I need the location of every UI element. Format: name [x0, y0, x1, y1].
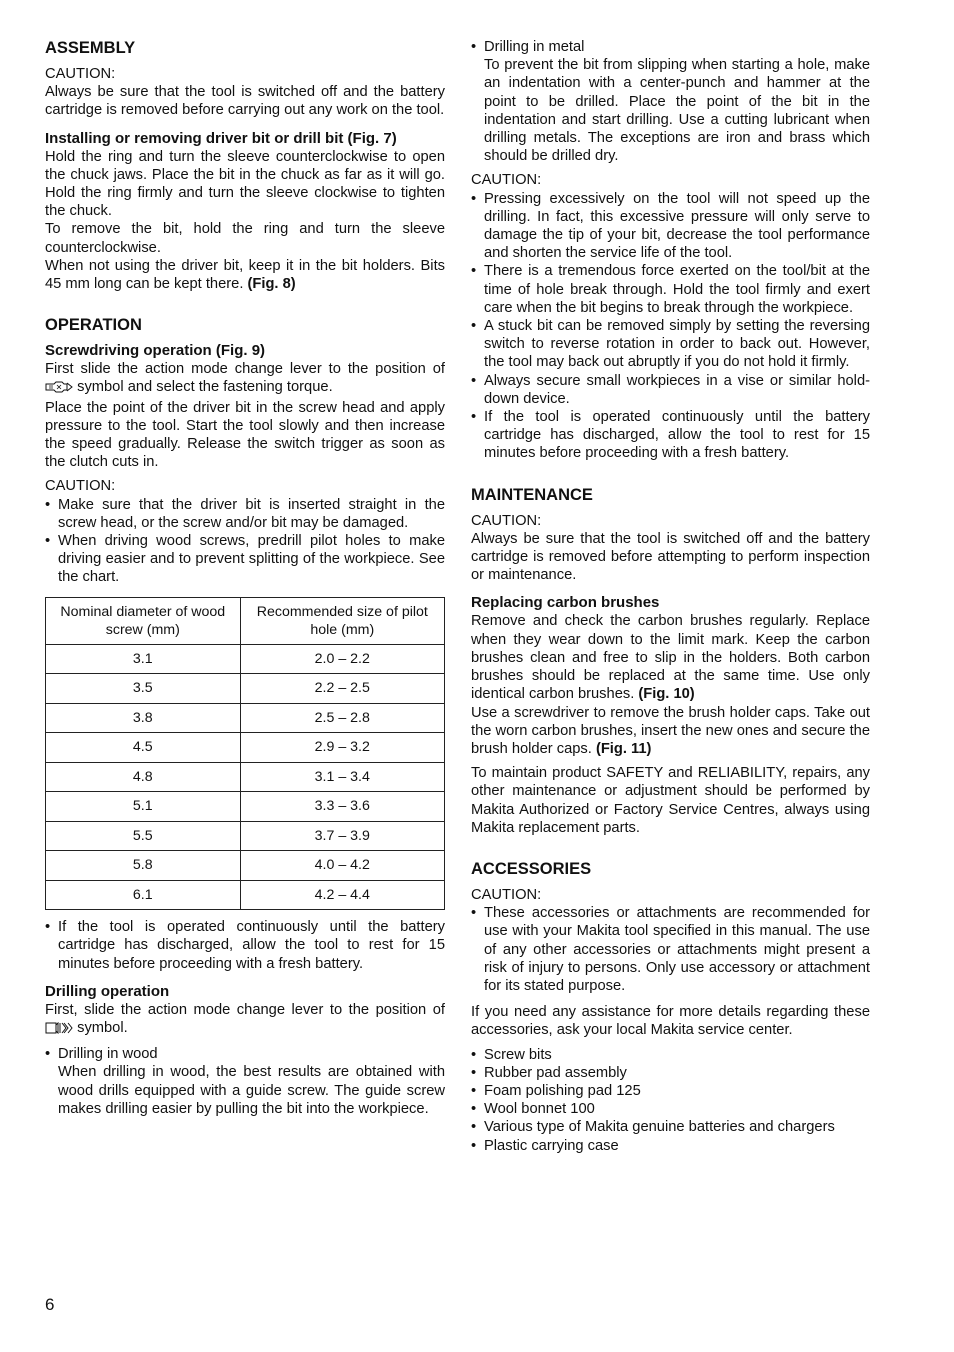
list-item: • Always secure small workpieces in a vise or similar hold-down device.: [471, 372, 870, 408]
table-row: [46, 703, 445, 733]
screwdriving-para-1-a: First slide the action mode change lever to the position of: [45, 361, 445, 378]
drilling-caution-label: CAUTION:: [471, 172, 542, 189]
carbon-brushes-para-2-text: Use a screwdriver to remove the brush holder caps. Take out the worn carbon brushes, insert the new ones and secure the brush holder caps.: [471, 704, 870, 757]
carbon-brushes-heading: Replacing carbon brushes: [471, 594, 660, 612]
list-item: • Plastic carrying case: [471, 1137, 870, 1155]
bit-install-para-3: [45, 257, 445, 293]
accessories-assistance-text: If you need any assistance for more details regarding these accessories, ask your local Makita service center.: [471, 1004, 870, 1039]
table-cell: 5.5: [46, 821, 241, 851]
fig-11-ref: (Fig. 11): [595, 740, 652, 757]
table-cell: 2.2 – 2.5: [240, 674, 444, 704]
table-cell: 2.9 – 3.2: [240, 733, 444, 763]
screwdriving-para-2: Place the point of the driver bit in the screw head and apply pressure to the tool. Start the tool slowly and then increase the speed gradually. Release the switch trigger as soon as the clutch cuts in.: [45, 399, 445, 471]
table-cell: 3.5: [46, 674, 241, 704]
accessories-caution-list: [471, 904, 870, 995]
table-cell: 5.1: [46, 792, 241, 822]
carbon-brushes-para-1-text: Remove and check the carbon brushes regularly. Replace when they wear down to the limit mark. Keep the carbon brushes clean and free to slip in the holders. Both carbon brushes should be replaced at the same time. Use only identical carbon brushes.: [471, 613, 870, 703]
table-row: [46, 792, 445, 822]
assembly-caution-label: CAUTION:: [45, 66, 116, 82]
after-table-list: [45, 918, 445, 973]
list-item: • When driving wood screws, predrill pilot holes to make driving easier and to prevent splitting of the workpiece. See the chart.: [45, 532, 445, 587]
accessories-list: [471, 1046, 870, 1155]
drilling-metal-list: [471, 38, 870, 165]
screwdriving-symbol-icon: [45, 380, 73, 398]
table-cell: 5.8: [46, 851, 241, 881]
drilling-heading: Drilling operation: [45, 982, 170, 1000]
assembly-caution-text: Always be sure that the tool is switched off and the battery cartridge is removed before carrying out any work on the tool.: [45, 84, 445, 119]
list-item: • Pressing excessively on the tool will not speed up the drilling. In fact, this excessive pressure will only serve to damage the tip of your bit, decrease the tool performance and shorten the service life of the tool.: [471, 190, 870, 263]
list-item: • Various type of Makita genuine batteries and chargers: [471, 1118, 870, 1136]
list-item: • These accessories or attachments are recommended for use with your Makita tool specified in this manual. The use of any other accessories or attachments might present a risk of injury to persons. Only use accessory or attachment for its stated purpose.: [471, 904, 870, 995]
list-item: • A stuck bit can be removed simply by setting the reversing switch to reverse rotation in order to back out. However, the tool may back out abruptly if you do not hold it firmly.: [471, 317, 870, 372]
table-cell: 3.7 – 3.9: [240, 821, 444, 851]
bit-install-para-2: To remove the bit, hold the ring and turn the sleeve counterclockwise.: [45, 221, 445, 256]
table-cell: 2.0 – 2.2: [240, 644, 444, 674]
drilling-wood-list: [45, 1045, 445, 1118]
table-row: [46, 821, 445, 851]
table-row: [46, 762, 445, 792]
list-item: • Make sure that the driver bit is inserted straight in the screw head, or the screw and/or bit may be damaged.: [45, 496, 445, 532]
list-item: • If the tool is operated continuously until the battery cartridge has discharged, allow the tool to rest for 15 minutes before proceeding with a fresh battery.: [471, 408, 870, 463]
table-cell: 6.1: [46, 880, 241, 910]
table-cell: 4.8: [46, 762, 241, 792]
maintenance-caution-label: CAUTION:: [471, 512, 542, 529]
list-item: • Rubber pad assembly: [471, 1064, 870, 1082]
drilling-para-1-a: First, slide the action mode change lever to the position of: [45, 1001, 445, 1018]
fig-10-ref: (Fig. 10): [638, 686, 695, 703]
table-cell: 3.3 – 3.6: [240, 792, 444, 822]
left-column: [45, 38, 445, 1118]
list-item: • Foam polishing pad 125: [471, 1082, 870, 1100]
table-row: [46, 674, 445, 704]
bit-install-heading: Installing or removing driver bit or drill bit (Fig. 7): [45, 129, 397, 147]
table-header: Recommended size of pilot hole (mm): [240, 597, 444, 644]
table-cell: 4.5: [46, 733, 241, 763]
table-cell: 3.8: [46, 703, 241, 733]
page-number: 6: [45, 1295, 55, 1314]
screwdriving-caution-list: [45, 496, 445, 587]
fig-8-ref: (Fig. 8): [247, 276, 296, 293]
table-cell: 2.5 – 2.8: [240, 703, 444, 733]
maintenance-heading: MAINTENANCE: [471, 485, 593, 504]
list-item: • There is a tremendous force exerted on the tool/bit at the time of hole break through. Hold the tool firmly and exert care when the bit begins to break through the workpiece.: [471, 262, 870, 317]
list-item: • If the tool is operated continuously until the battery cartridge has discharged, allow the tool to rest for 15 minutes before proceeding with a fresh battery.: [45, 918, 445, 973]
table-cell: 3.1 – 3.4: [240, 762, 444, 792]
table-row: [46, 851, 445, 881]
screwdriving-para-1-b: symbol and select the fastening torque.: [77, 379, 333, 396]
carbon-brushes-para-1: [471, 612, 870, 703]
drilling-wood-text: When drilling in wood, the best results are obtained with wood drills equipped with a guide screw. The guide screw makes drilling easier by pulling the bit into the workpiece.: [58, 1064, 445, 1117]
operation-heading: OPERATION: [45, 316, 142, 335]
screwdriving-caution-label: CAUTION:: [45, 478, 116, 495]
list-item: • Screw bits: [471, 1046, 870, 1064]
assembly-heading: ASSEMBLY: [45, 39, 136, 57]
screwdriving-heading: Screwdriving operation (Fig. 9): [45, 342, 266, 360]
list-item: [471, 38, 870, 165]
table-cell: 4.0 – 4.2: [240, 851, 444, 881]
carbon-brushes-para-2: [471, 704, 870, 759]
table-cell: 3.1: [46, 644, 241, 674]
pilot-hole-table: [45, 597, 445, 911]
right-column: [471, 38, 870, 1155]
accessories-caution-label: CAUTION:: [471, 886, 542, 903]
drilling-metal-title: • Drilling in metal: [484, 39, 585, 55]
table-header-row: [46, 597, 445, 644]
table-header: Nominal diameter of wood screw (mm): [46, 597, 241, 644]
bit-install-para-1: Hold the ring and turn the sleeve counterclockwise to open the chuck jaws. Place the bit in the chuck as far as it will go. Hold the ring firmly and turn the sleeve clockwise to tighten the chuck.: [45, 148, 445, 220]
accessories-heading: ACCESSORIES: [471, 859, 592, 878]
drilling-metal-text: To prevent the bit from slipping when starting a hole, make an indentation with a center-punch and hammer at the point to be drilled. Place the point of the bit in the indentation and start drilling. Use a cutting lubricant when drilling metals. The exceptions are iron and brass which should be drilled dry.: [484, 57, 870, 165]
maintenance-safety-text: To maintain product SAFETY and RELIABILITY, repairs, any other maintenance or adjustment should be performed by Makita Authorized or Factory Service Centres, always using Makita replacement parts.: [471, 765, 870, 836]
drilling-caution-list: [471, 190, 870, 463]
list-item: • Wool bonnet 100: [471, 1100, 870, 1118]
screwdriving-para-1: [45, 360, 445, 398]
maintenance-caution-text: Always be sure that the tool is switched off and the battery cartridge is removed before attempting to perform inspection or maintenance.: [471, 530, 870, 584]
drilling-para-1-b: symbol.: [77, 1019, 128, 1036]
drilling-wood-title: • Drilling in wood: [58, 1046, 158, 1063]
table-row: [46, 880, 445, 910]
drilling-symbol-icon: [45, 1021, 73, 1039]
drilling-para-1: [45, 1001, 445, 1039]
bit-install-para-3-text: When not using the driver bit, keep it in the bit holders. Bits 45 mm long can be kept there.: [45, 257, 445, 293]
table-row: [46, 644, 445, 674]
table-cell: 4.2 – 4.4: [240, 880, 444, 910]
list-item: [45, 1045, 445, 1118]
table-row: [46, 733, 445, 763]
